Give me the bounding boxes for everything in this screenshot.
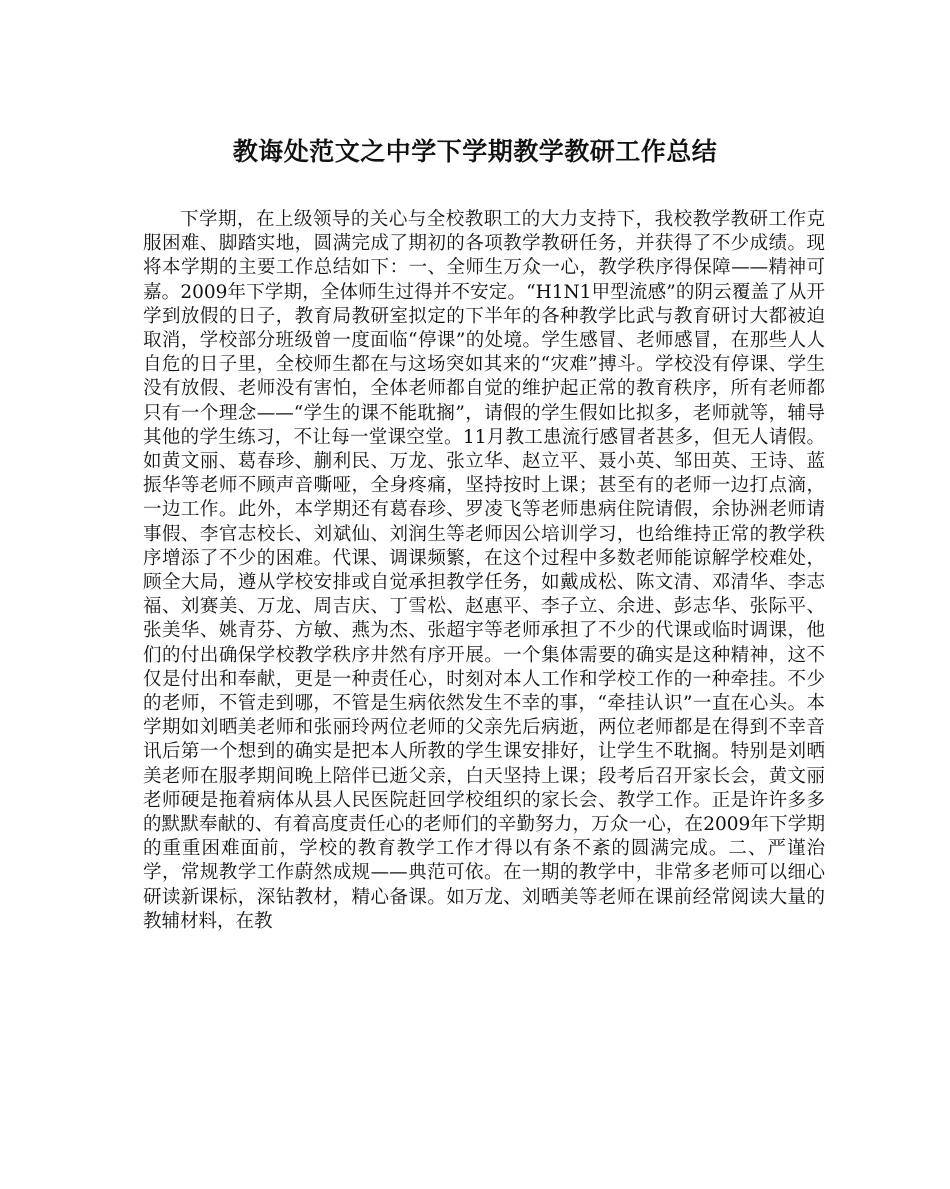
document-title: 教诲处范文之中学下学期教学教研工作总结 xyxy=(232,137,718,166)
document-body-paragraph: 下学期，在上级领导的关心与全校教职工的大力支持下，我校教学教研工作克服困难、脚踏实地，圆满完成了期初的各项教学教研任务，并获得了不少成绩。现将本学期的主要工作总结如下：一、全师生万众一心，教学秩序得保障——精神可嘉。2009年下学期，全体师生过得并不安定。“H1N1甲型流感”的阴云覆盖了从开学到放假的日子，教育局教研室拟定的下半年的各种教学比武与教育研讨大都被迫取消，学校部分班级曾一度面临“停课”的处境。学生感冒、老师感冒，在那些人人自危的日子里，全校师生都在与这场突如其来的“灾难”搏斗。学校没有停课、学生没有放假、老师没有害怕，全体老师都自觉的维护起正常的教育秩序，所有老师都只有一个理念——“学生的课不能耽搁”，请假的学生假如比拟多，老师就等，辅导其他的学生练习，不让每一堂课空堂。11月教工患流行感冒者甚多，但无人请假。如黄文丽、葛春珍、蒯利民、万龙、张立华、赵立平、聂小英、邹田英、王诗、蓝振华等老师不顾声音嘶哑，全身疼痛，坚持按时上课；甚至有的老师一边打点滴，一边工作。此外，本学期还有葛春珍、罗凌飞等老师患病住院请假，余协洲老师请事假、李官志校长、刘斌仙、刘润生等老师因公培训学习，也给维持正常的教学秩序增添了不少的困难。代课、调课频繁，在这个过程中多数老师能谅解学校难处，顾全大局，遵从学校安排或自觉承担教学任务，如戴成松、陈文清、邓清华、李志福、刘赛美、万龙、周吉庆、丁雪松、赵惠平、李子立、余进、彭志华、张际平、张美华、姚青芬、方敏、燕为杰、张超宇等老师承担了不少的代课或临时调课，他们的付出确保学校教学秩序井然有序开展。一个集体需要的确实是这种精神，这不仅是付出和奉献，更是一种责任心，时刻对本人工作和学校工作的一种牵挂。不少的老师，不管走到哪，不管是生病依然发生不幸的事，“牵挂认识”一直在心头。本学期如刘晒美老师和张丽玲两位老师的父亲先后病逝，两位老师都是在得到不幸音讯后第一个想到的确实是把本人所教的学生课安排好，让学生不耽搁。特别是刘晒美老师在服孝期间晚上陪伴已逝父亲，白天坚持上课；段考后召开家长会，黄文丽老师硬是拖着病体从县人民医院赶回学校组织的家长会、教学工作。正是许许多多的默默奉献的、有着高度责任心的老师们的辛勤努力，万众一心，在2009年下学期的重重困难面前，学校的教育教学工作才得以有条不紊的圆满完成。二、严谨治学，常规教学工作蔚然成规——典范可依。在一期的教学中，非常多老师可以细心研读新课标，深钻教材，精心备课。如万龙、刘晒美等老师在课前经常阅读大量的教辅材料，在教 xyxy=(143,209,825,932)
